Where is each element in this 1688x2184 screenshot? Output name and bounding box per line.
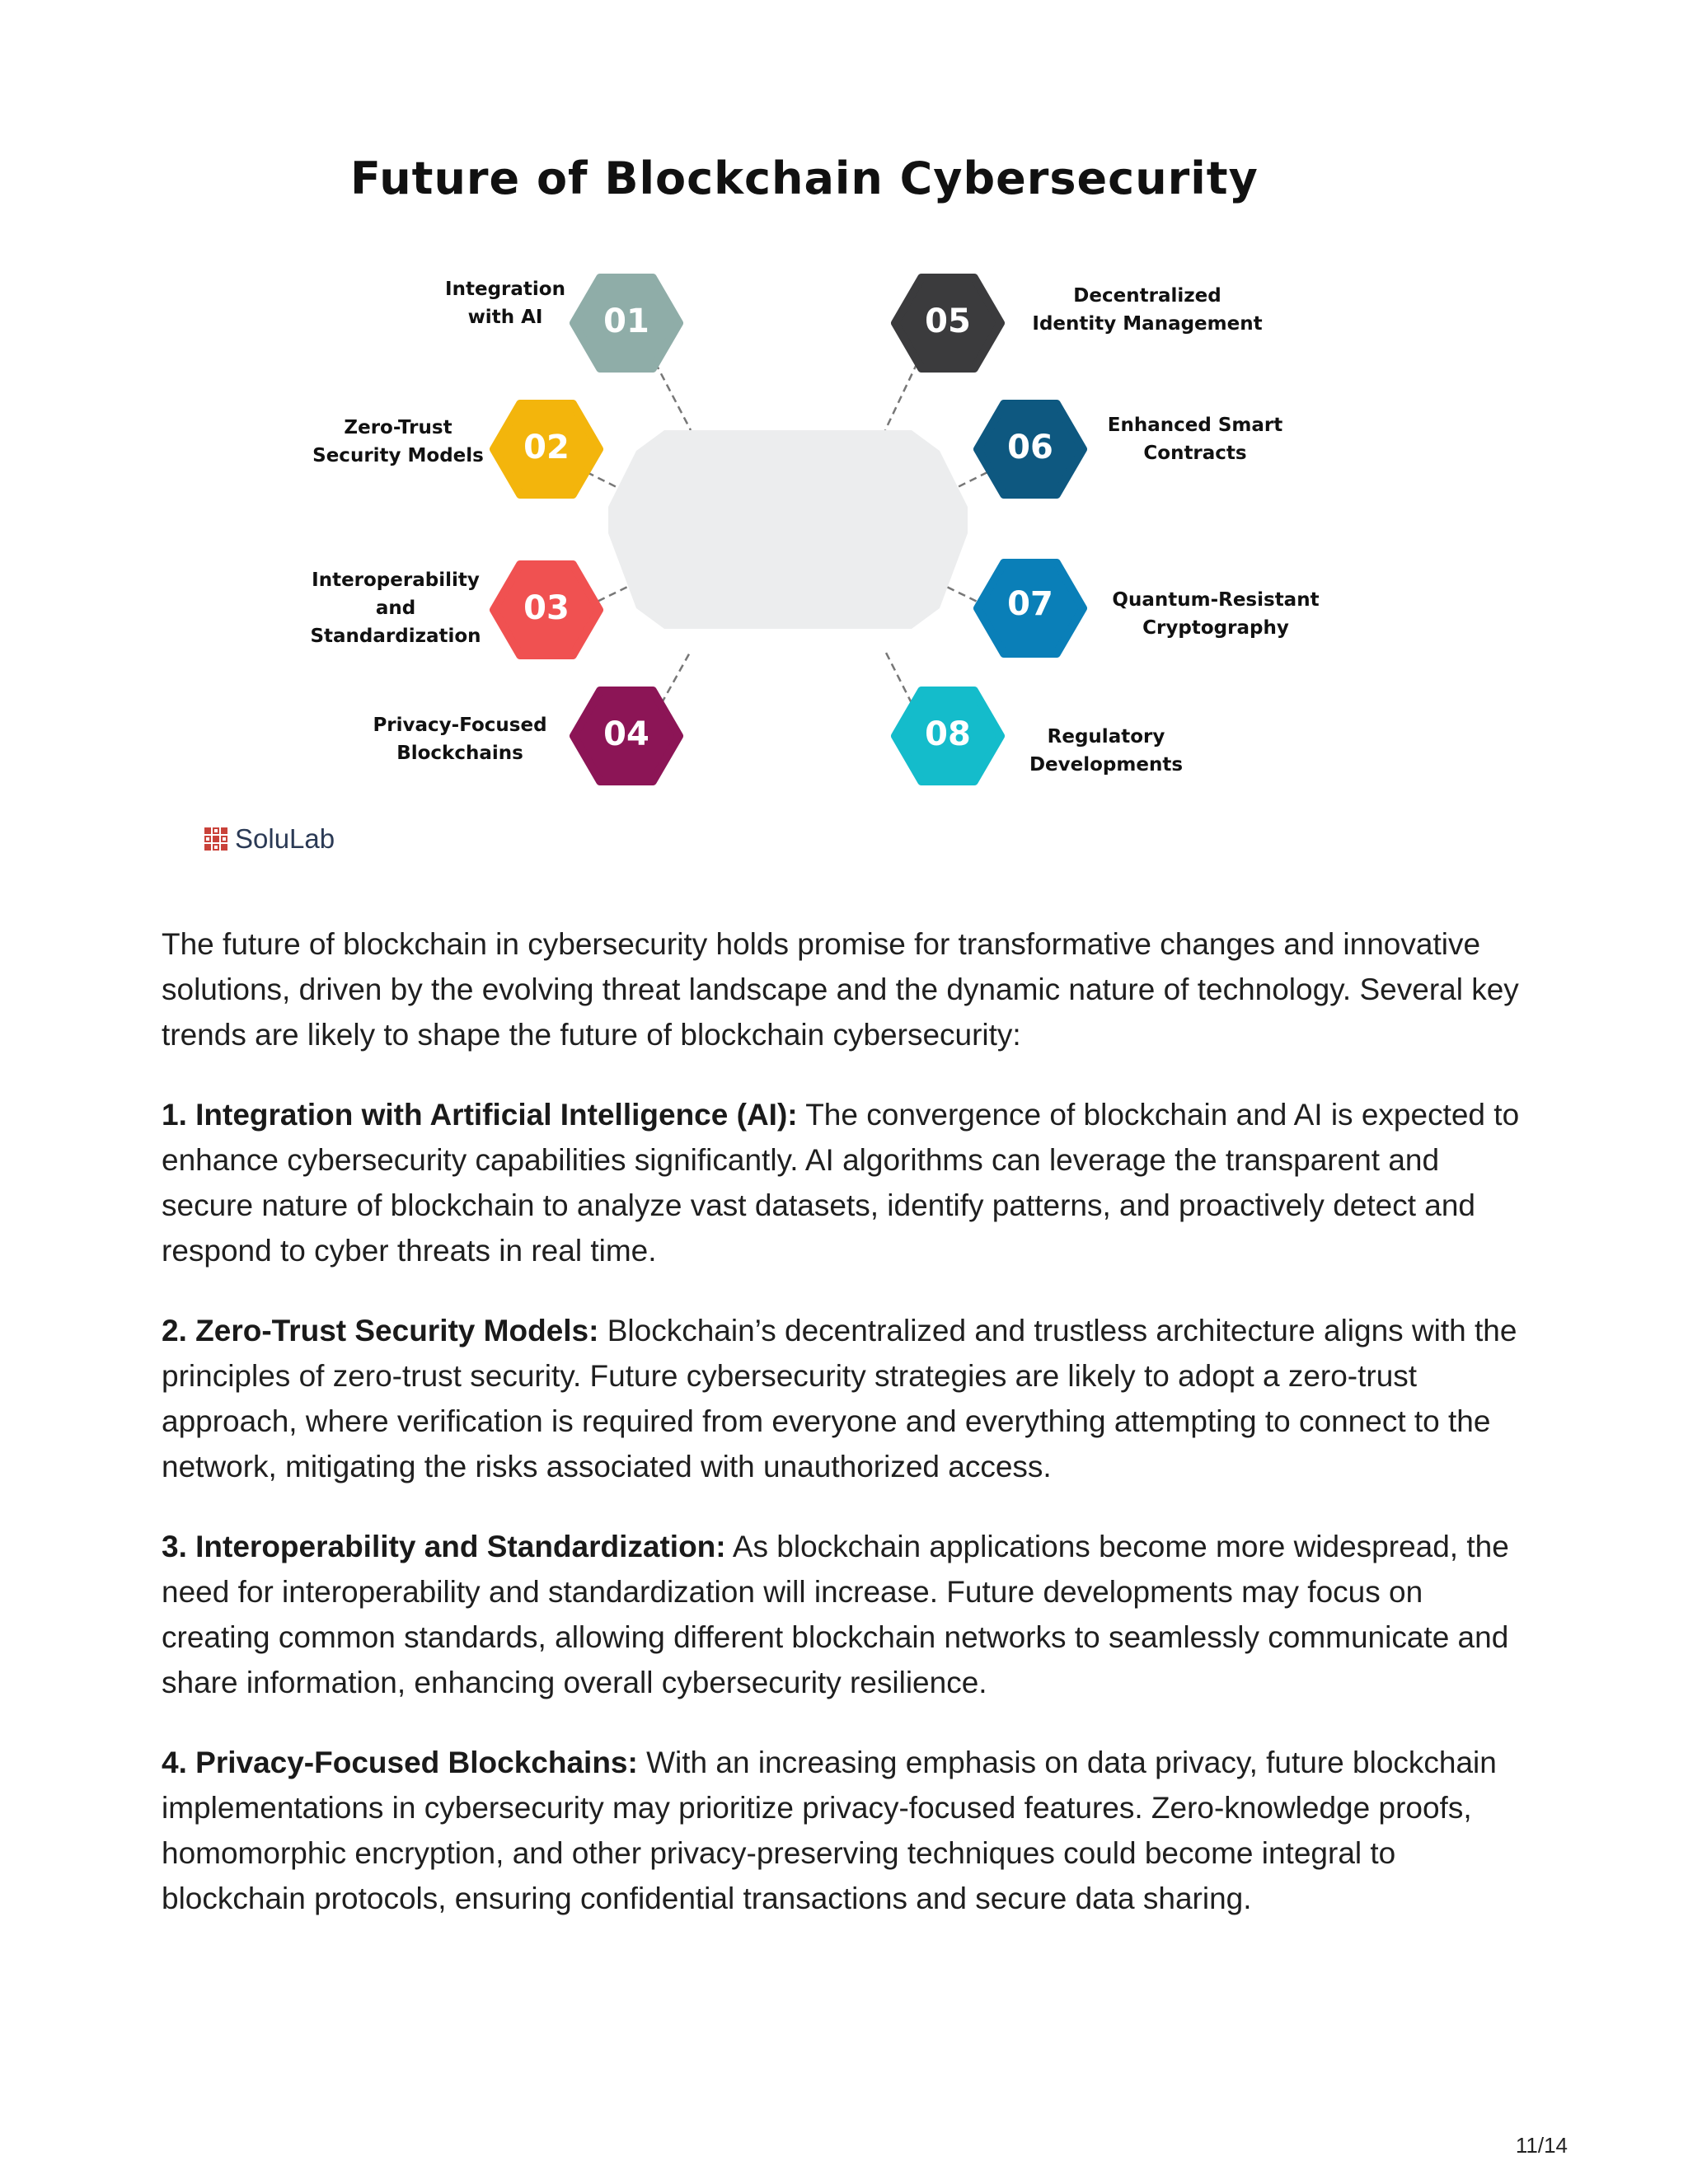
section-text: With an increasing emphasis on data privacy, future blockchain implementations in cybersecurity may prioritize privacy-focused features. Zero-knowledge proofs, homomorphic encryption, and other privacy-preserving techniques could become integral to blockchain protocols, ensuring confidential transactions and secure data sharing. (162, 1746, 1497, 1915)
center-hexagon (608, 430, 968, 629)
section-heading: 2. Zero-Trust Security Models: (162, 1314, 599, 1347)
hex-number-05: 05 (925, 302, 971, 340)
item-label-06: Enhanced Smart Contracts (1107, 415, 1283, 464)
section-text: As blockchain applications become more widespread, the need for interoperability and standardization will increase. Future developments may focus on creating common standards, allowing different blockchain networks to seamlessly communicate and share information, enhancing overall cybersecurity resilience. (162, 1530, 1509, 1699)
infographic (0, 0, 1688, 824)
item-label-02: Zero-Trust Security Models (312, 417, 484, 466)
diagram-title: Future of Blockchain Cybersecurity (350, 152, 1259, 204)
intro-paragraph: The future of blockchain in cybersecurity holds promise for transformative changes and innovative solutions, driven by the evolving threat landscape and the dynamic nature of technology. Several key trends are likely to shape the future of blockchain cybersecurity: (162, 927, 1519, 1052)
page-number: 11/14 (1515, 2133, 1568, 2158)
hex-number-02: 02 (523, 429, 570, 466)
hex-number-08: 08 (925, 715, 971, 753)
hex-diagram (0, 0, 1688, 824)
article-body (162, 921, 1530, 1956)
section-heading: 1. Integration with Artificial Intelligence (AI): (162, 1098, 798, 1132)
section-paragraph (162, 1092, 1530, 1273)
brand-logo (204, 823, 335, 855)
item-label-01: Integration with AI (445, 279, 565, 328)
item-label-07: Quantum-Resistant Cryptography (1112, 589, 1320, 639)
brand-name: SoluLab (235, 823, 335, 854)
hex-number-01: 01 (603, 302, 649, 340)
hex-number-03: 03 (523, 589, 570, 627)
item-label-03: Interoperability and Standardization (310, 569, 481, 647)
hex-number-07: 07 (1007, 585, 1053, 623)
hex-number-06: 06 (1007, 429, 1053, 466)
section-paragraph (162, 1308, 1530, 1489)
section-paragraph (162, 1740, 1530, 1921)
item-label-04: Privacy-Focused Blockchains (373, 715, 547, 764)
item-label-05: Decentralized Identity Management (1032, 285, 1263, 335)
section-text: Blockchain’s decentralized and trustless architecture aligns with the principles of zero-trust security. Future cybersecurity strategies are likely to adopt a zero-trust approach, where verification is required from everyone and everything attempting to connect to the network, mitigating the risks associated with unauthorized access. (162, 1314, 1517, 1483)
section-heading: 3. Interoperability and Standardization: (162, 1530, 726, 1563)
section-text: The convergence of blockchain and AI is expected to enhance cybersecurity capabilities significantly. AI algorithms can leverage the transparent and secure nature of blockchain to analyze vast datasets, identify patterns, and proactively detect and respond to cyber threats in real time. (162, 1098, 1520, 1268)
section-paragraph (162, 1524, 1530, 1705)
solulab-logo-icon (204, 827, 227, 851)
section-heading: 4. Privacy-Focused Blockchains: (162, 1746, 638, 1779)
item-label-08: Regulatory Developments (1029, 726, 1184, 776)
hex-number-04: 04 (603, 715, 649, 753)
